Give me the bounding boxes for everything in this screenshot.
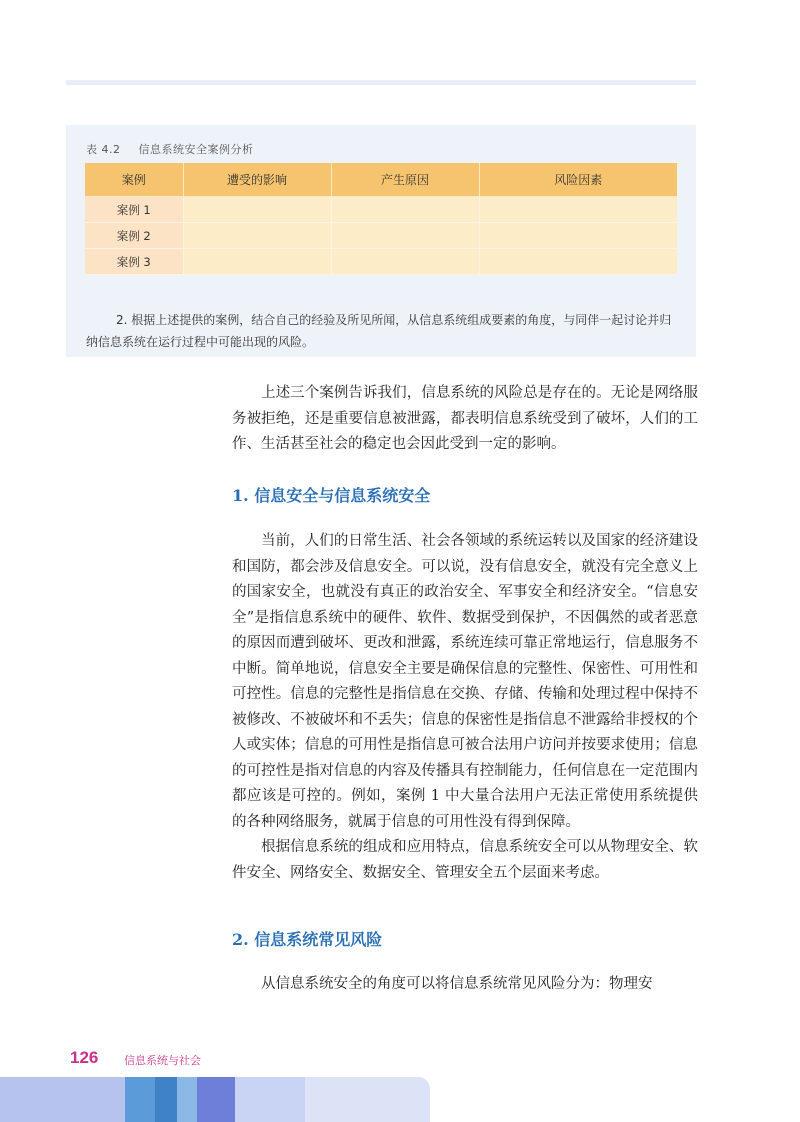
section-2-heading-wrap <box>232 927 698 950</box>
header-impact: 遭受的影响 <box>183 163 331 197</box>
header-case: 案例 <box>85 163 183 197</box>
book-title: 信息系统与社会 <box>124 1054 201 1067</box>
table-cell[interactable] <box>479 223 677 249</box>
page-number: 126 <box>70 1048 99 1067</box>
table-row <box>85 197 677 223</box>
table-cell[interactable] <box>183 223 331 249</box>
case-analysis-table <box>85 163 677 275</box>
table-cell[interactable] <box>183 197 331 223</box>
header-cause: 产生原因 <box>331 163 479 197</box>
section-1-body <box>232 529 698 886</box>
table-caption-title: 信息系统安全案例分析 <box>138 143 254 156</box>
section-2-body <box>232 972 698 998</box>
header-risk-factor: 风险因素 <box>479 163 677 197</box>
table-cell[interactable] <box>183 249 331 275</box>
row-label: 案例 1 <box>85 197 183 223</box>
row-label: 案例 3 <box>85 249 183 275</box>
activity-box <box>66 125 696 357</box>
table-header-row <box>85 163 677 197</box>
table-row <box>85 249 677 275</box>
section-1-paragraph-1: 当前，人们的日常生活、社会各领域的系统运转以及国家的经济建设和国防，都会涉及信息安全。可以说，没有信息安全，就没有完全意义上的国家安全，也就没有真正的政治安全、军事安全和经济安全。“信息安全”是指信息系统中的硬件、软件、数据受到保护，不因偶然的或者恶意的原因而遭到破坏、更改和泄露，系统连续可靠正常地运行，信息服务不中断。简单地说，信息安全主要是确保信息的完整性、保密性、可用性和可控性。信息的完整性是指信息在交换、存储、传输和处理过程中保持不被修改、不被破坏和不丢失；信息的保密性是指信息不泄露给非授权的个人或实体；信息的可用性是指信息可被合法用户访问并按要求使用；信息的可控性是指对信息的内容及传播具有控制能力，任何信息在一定范围内都应该是可控的。例如，案例 1 中大量合法用户无法正常使用系统提供的各种网络服务，就属于信息的可用性没有得到保障。 <box>232 533 698 830</box>
top-rule <box>66 80 696 85</box>
table-cell[interactable] <box>331 197 479 223</box>
intro-paragraph: 上述三个案例告诉我们，信息系统的风险总是存在的。无论是网络服务被拒绝，还是重要信息被泄露，都表明信息系统受到了破坏，人们的工作、生活甚至社会的稳定也会因此受到一定的影响。 <box>232 385 698 452</box>
table-caption-number: 表 4.2 <box>86 143 121 156</box>
section-heading-1: 1. 信息安全与信息系统安全 <box>232 486 431 505</box>
section-1-heading-wrap <box>232 483 698 506</box>
section-1-paragraph-2: 根据信息系统的组成和应用特点，信息系统安全可以从物理安全、软件安全、网络安全、数据安全、管理安全五个层面来考虑。 <box>232 839 698 881</box>
table-cell[interactable] <box>479 249 677 275</box>
row-label: 案例 2 <box>85 223 183 249</box>
table-cell[interactable] <box>331 249 479 275</box>
table-caption <box>86 141 254 157</box>
section-2-paragraph-1: 从信息系统安全的角度可以将信息系统常见风险分为：物理安 <box>261 976 653 992</box>
table-row <box>85 223 677 249</box>
table-cell[interactable] <box>331 223 479 249</box>
activity-instruction: 2. 根据上述提供的案例，结合自己的经验及所见所闻，从信息系统组成要素的角度，与同伴一起讨论并归纳信息系统在运行过程中可能出现的风险。 <box>86 313 672 349</box>
intro-section <box>232 381 698 458</box>
section-heading-2: 2. 信息系统常见风险 <box>232 930 383 949</box>
table-cell[interactable] <box>479 197 677 223</box>
